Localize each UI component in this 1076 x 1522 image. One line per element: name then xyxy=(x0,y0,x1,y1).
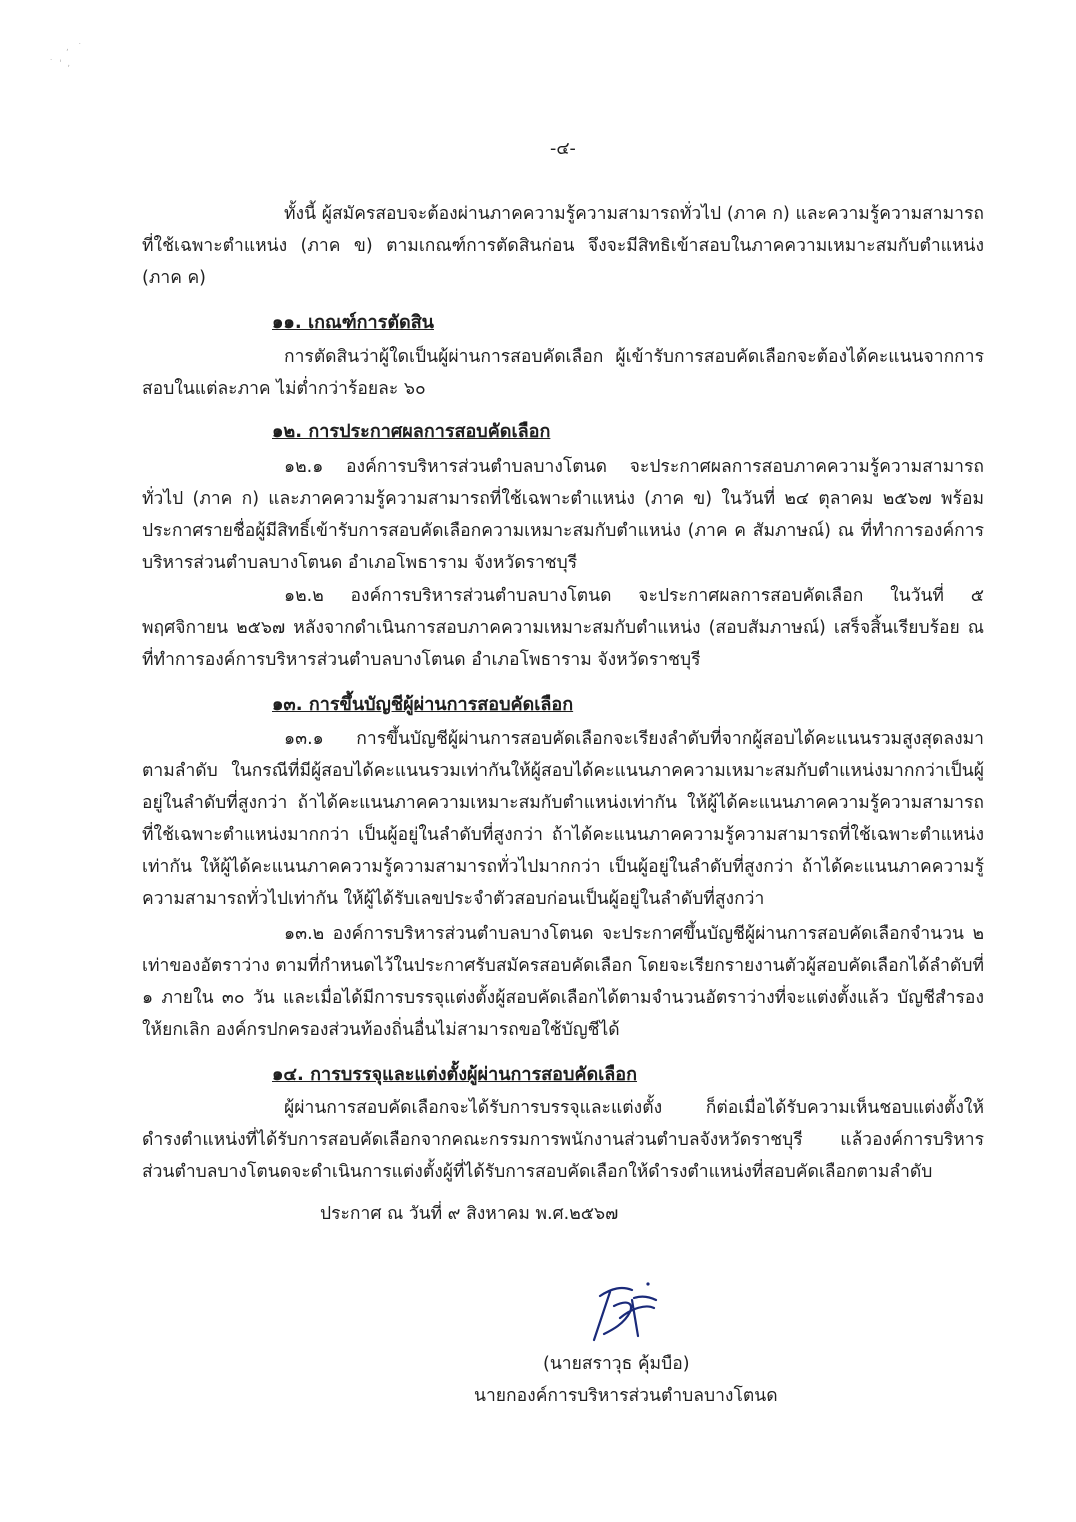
section-paragraph: ผู้ผ่านการสอบคัดเลือกจะได้รับการบรรจุและแต่งตั้ง ก็ต่อเมื่อได้รับความเห็นชอบแต่งตั้งให้ดำรงตำแหน่งที่ได้รับการสอบคัดเลือกจากคณะกรรมการพนักงานส่วนตำบลจังหวัดราชบุรี แล้วองค์การบริหารส่วนตำบลบางโตนดจะดำเนินการแต่งตั้งผู้ที่ได้รับการสอบคัดเลือกให้ดำรงตำแหน่งที่สอบคัดเลือกตามลำดับ xyxy=(142,1098,984,1182)
section-heading: ๑๒. การประกาศผลการสอบคัดเลือก xyxy=(272,421,551,442)
section-paragraph: ๑๓.๑ การขึ้นบัญชีผู้ผ่านการสอบคัดเลือกจะเรียงลำดับที่จากผู้สอบได้คะแนนรวมสูงสุดลงมาตามลำดับ ในกรณีที่มีผู้สอบได้คะแนนรวมเท่ากันให้ผู้สอบได้คะแนนภาคความเหมาะสมกับตำแหน่งมากกว่าเป็นผู้อยู่ในลำดับที่สูงกว่า ถ้าได้คะแนนภาคความเหมาะสมกับตำแหน่งเท่ากัน ให้ผู้ได้คะแนนภาคความรู้ความสามารถที่ใช้เฉพาะตำแหน่งมากกว่า เป็นผู้อยู่ในลำดับที่สูงกว่า ถ้าได้คะแนนภาคความรู้ความสามารถที่ใช้เฉพาะตำแหน่งเท่ากัน ให้ผู้ได้คะแนนภาคความรู้ความสามารถทั่วไปมากกว่า เป็นผู้อยู่ในลำดับที่สูงกว่า ถ้าได้คะแนนภาคความรู้ความสามารถทั่วไปเท่ากัน ให้ผู้ได้รับเลขประจำตัวสอบก่อนเป็นผู้อยู่ในลำดับที่สูงกว่า xyxy=(142,729,984,909)
signer-title: นายกองค์การบริหารส่วนตำบลบางโตนด xyxy=(474,1386,778,1406)
announcement-date: ประกาศ ณ วันที่ ๙ สิงหาคม พ.ศ.๒๕๖๗ xyxy=(320,1204,619,1224)
section-paragraph: การตัดสินว่าผู้ใดเป็นผู้ผ่านการสอบคัดเลือก ผู้เข้ารับการสอบคัดเลือกจะต้องได้คะแนนจากการสอบในแต่ละภาค ไม่ต่ำกว่าร้อยละ ๖๐ xyxy=(142,347,984,399)
section-heading: ๑๔. การบรรจุและแต่งตั้งผู้ผ่านการสอบคัดเลือก xyxy=(272,1064,638,1085)
signature-image xyxy=(574,1278,664,1348)
section-paragraph: ๑๒.๑ องค์การบริหารส่วนตำบลบางโตนด จะประกาศผลการสอบภาคความรู้ความสามารถทั่วไป (ภาค ก) และภาคความรู้ความสามารถที่ใช้เฉพาะตำแหน่ง (ภาค ข) ในวันที่ ๒๔ ตุลาคม ๒๕๖๗ พร้อมประกาศรายชื่อผู้มีสิทธิ์เข้ารับการสอบคัดเลือกความเหมาะสมกับตำแหน่ง (ภาค ค สัมภาษณ์) ณ ที่ทำการองค์การบริหารส่วนตำบลบางโตนด อำเภอโพธาราม จังหวัดราชบุรี xyxy=(142,457,984,573)
section-heading: ๑๓. การขึ้นบัญชีผู้ผ่านการสอบคัดเลือก xyxy=(272,694,574,715)
page-number: -๔- xyxy=(550,139,576,159)
signer-name: (นายสราวุธ คุ้มบือ) xyxy=(543,1354,690,1374)
section-paragraph: ๑๓.๒ องค์การบริหารส่วนตำบลบางโตนด จะประกาศขึ้นบัญชีผู้ผ่านการสอบคัดเลือกจำนวน ๒ เท่าของอัตราว่าง ตามที่กำหนดไว้ในประกาศรับสมัครสอบคัดเลือก โดยจะเรียกรายงานตัวผู้สอบคัดเลือกได้ลำดับที่ ๑ ภายใน ๓๐ วัน และเมื่อได้มีการบรรจุแต่งตั้งผู้สอบคัดเลือกได้ตามจำนวนอัตราว่างที่จะแต่งตั้งแล้ว บัญชีสำรองให้ยกเลิก องค์กรปกครองส่วนท้องถิ่นอื่นไม่สามารถขอใช้บัญชีได้ xyxy=(142,924,984,1040)
scan-noise: , ˙ ˙ ' , xyxy=(48,43,82,69)
section-heading: ๑๑. เกณฑ์การตัดสิน xyxy=(272,312,434,333)
intro-paragraph: ทั้งนี้ ผู้สมัครสอบจะต้องผ่านภาคความรู้ความสามารถทั่วไป (ภาค ก) และความรู้ความสามารถที่ใช้เฉพาะตำแหน่ง (ภาค ข) ตามเกณฑ์การตัดสินก่อน จึงจะมีสิทธิเข้าสอบในภาคความเหมาะสมกับตำแหน่ง (ภาค ค) xyxy=(142,204,984,288)
section-paragraph: ๑๒.๒ องค์การบริหารส่วนตำบลบางโตนด จะประกาศผลการสอบคัดเลือก ในวันที่ ๕ พฤศจิกายน ๒๕๖๗ หลังจากดำเนินการสอบภาคความเหมาะสมกับตำแหน่ง (สอบสัมภาษณ์) เสร็จสิ้นเรียบร้อย ณ ที่ทำการองค์การบริหารส่วนตำบลบางโตนด อำเภอโพธาราม จังหวัดราชบุรี xyxy=(142,586,984,670)
